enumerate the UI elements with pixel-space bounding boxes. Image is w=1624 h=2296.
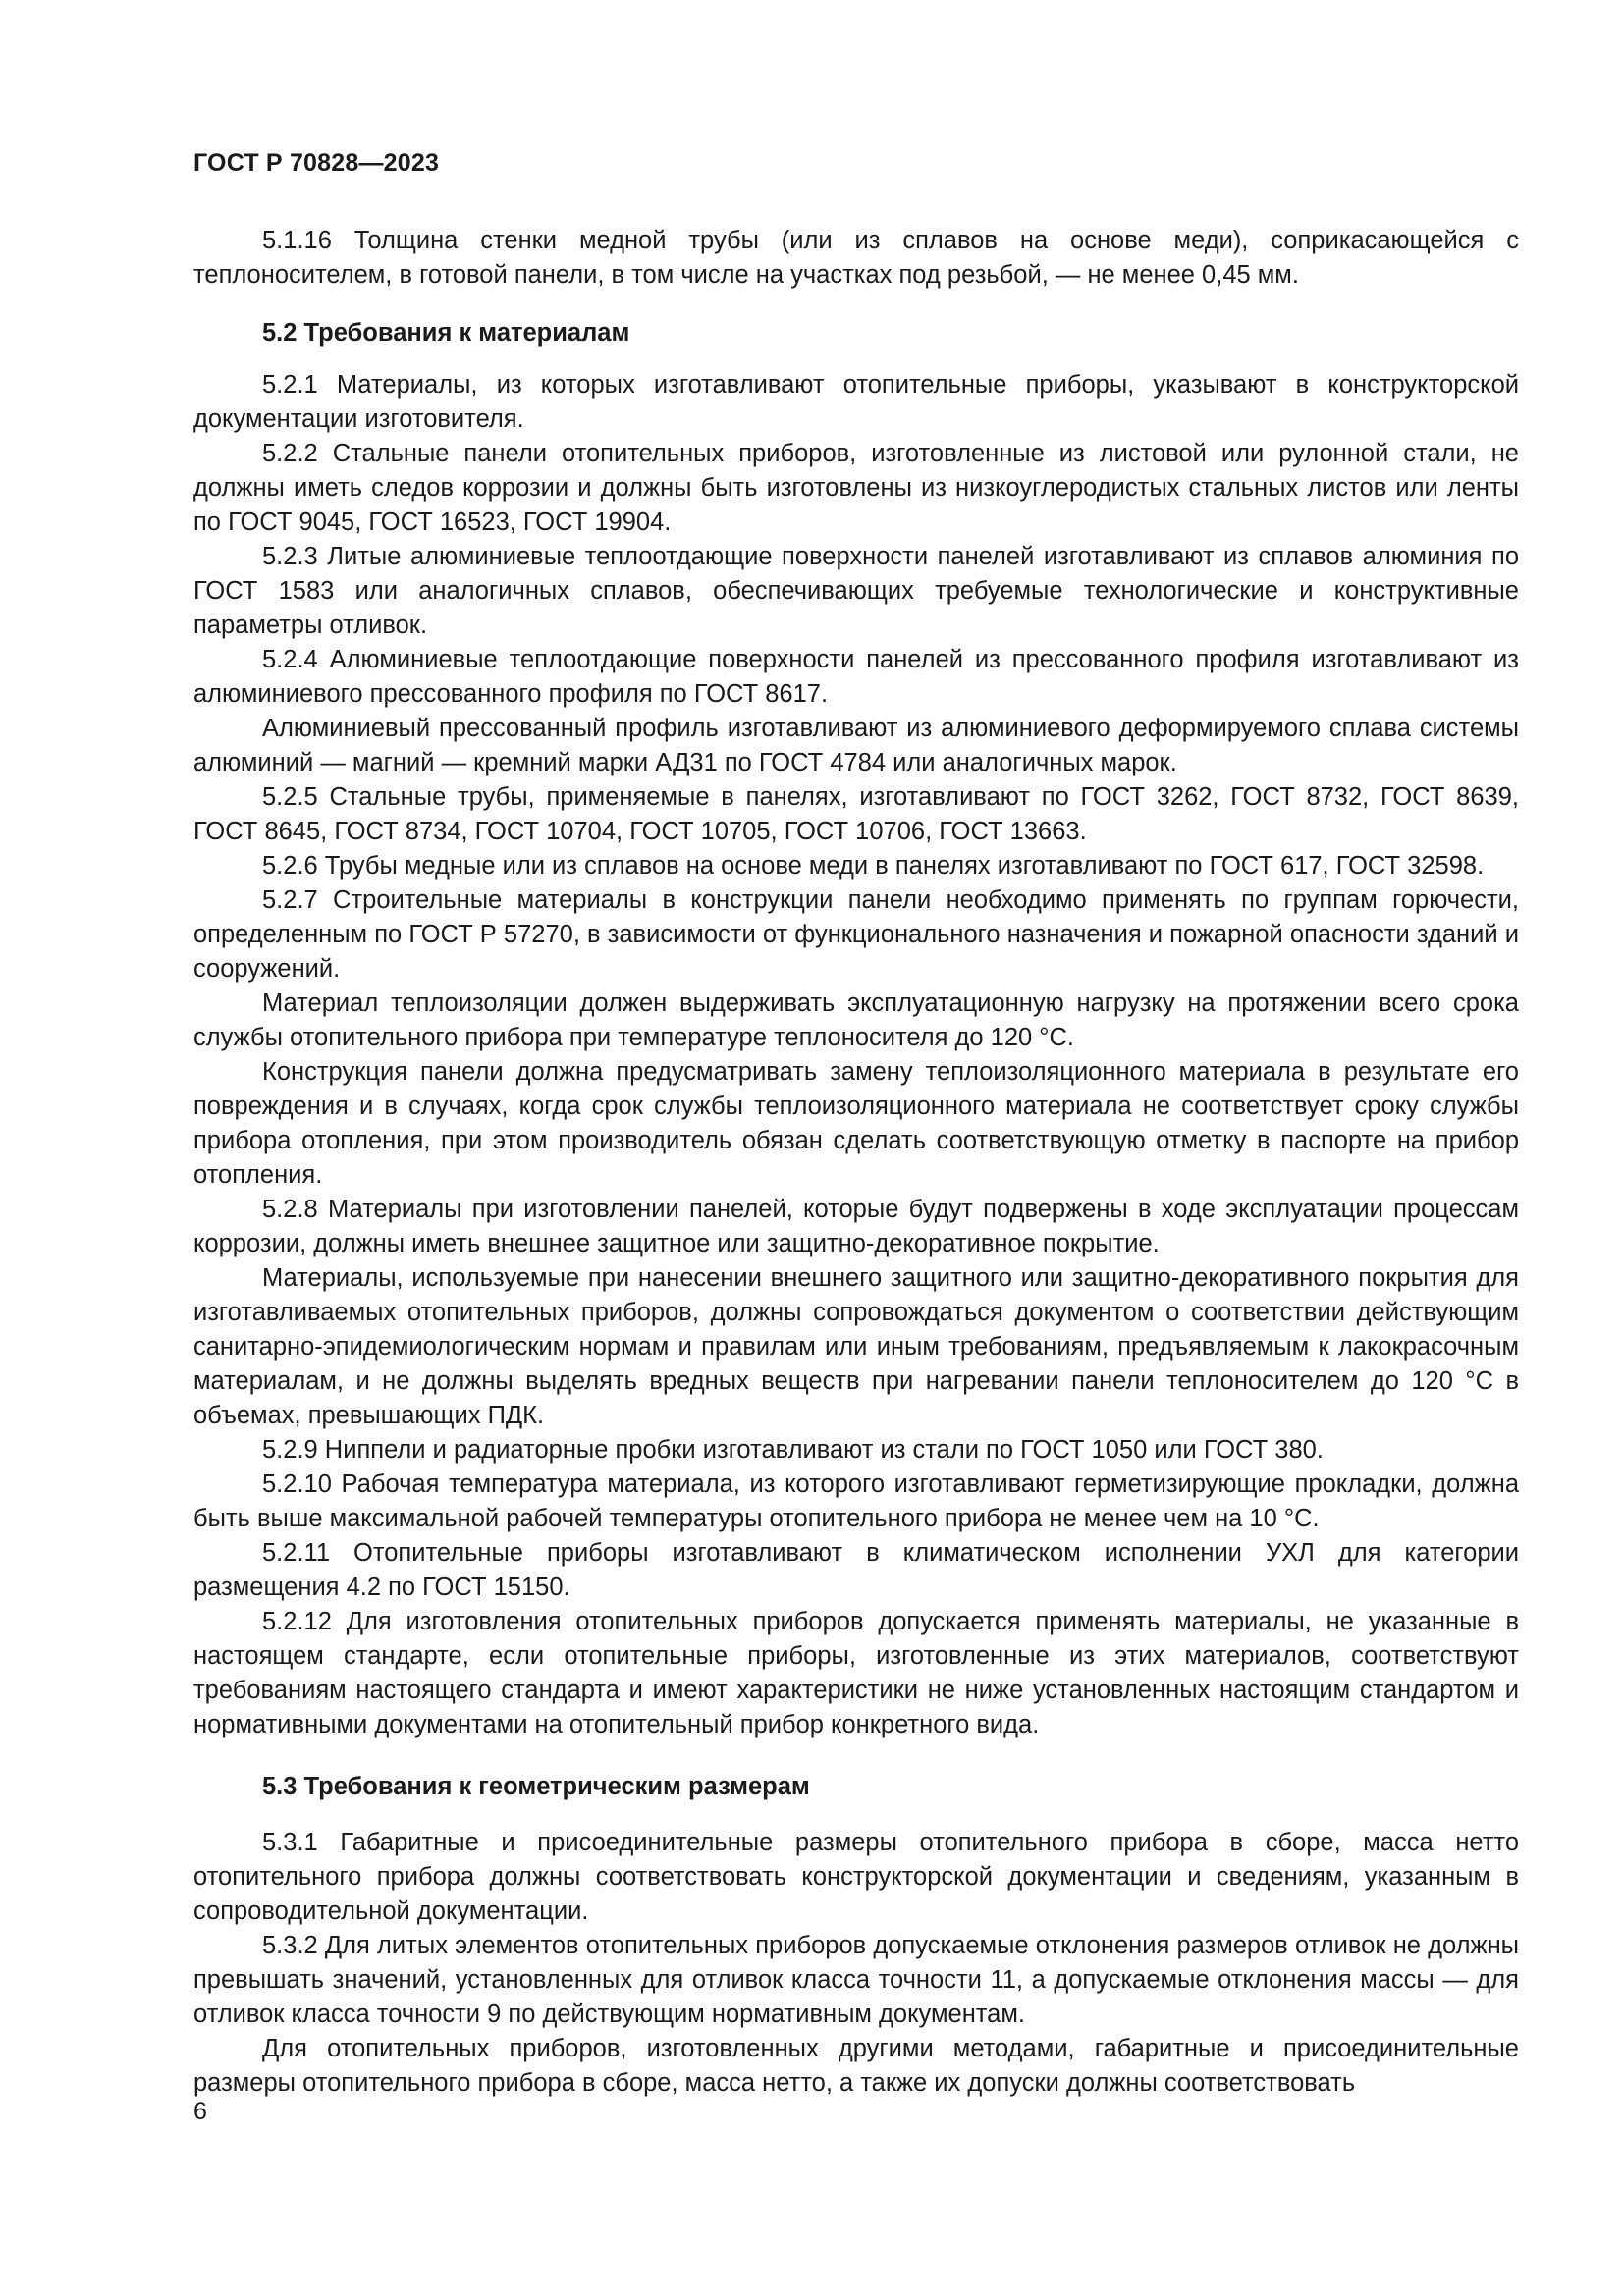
paragraph-5-2-6: 5.2.6 Трубы медные или из сплавов на основе меди в панелях изготавливают по ГОСТ 617, ГОСТ 32598. — [262, 852, 1485, 880]
paragraph-5-2-3: 5.2.3 Литые алюминиевые теплоотдающие поверхности панелей изготавливают из сплавов алюминия по ГОСТ 1583 или аналогичных сплавов, обеспечивающих требуемые технологические и конструктивные параметры отливок. — [193, 543, 1519, 639]
paragraph-5-2-4: 5.2.4 Алюминиевые теплоотдающие поверхности панелей из прессованного профиля изготавливают из алюминиевого прессованного профиля по ГОСТ 8617. — [193, 646, 1519, 708]
paragraph-5-1-16: 5.1.16 Толщина стенки медной трубы (или из сплавов на основе меди), соприкасающейся с теплоносителем, в готовой панели, в том числе на участках под резьбой, — не менее 0,45 мм. — [193, 227, 1519, 289]
paragraph-5-2-11: 5.2.11 Отопительные приборы изготавливают в климатическом исполнении УХЛ для категории размещения 4.2 по ГОСТ 15150. — [193, 1539, 1519, 1601]
section-heading-5-3: 5.3 Требования к геометрическим размерам — [262, 1773, 810, 1800]
paragraph-5-2-7-replacement: Конструкция панели должна предусматривать замену теплоизоляционного материала в результате его повреждения и в случаях, когда срок службы теплоизоляционного материала не соответствует сроку службы прибора отопления, при этом производитель обязан сделать соответствующую отметку в паспорте на прибор отопления. — [193, 1058, 1519, 1189]
paragraph-5-2-2: 5.2.2 Стальные панели отопительных приборов, изготовленные из листовой или рулонной стали, не должны иметь следов коррозии и должны быть изготовлены из низкоуглеродистых стальных листов или ленты по ГОСТ 9045, ГОСТ 16523, ГОСТ 19904. — [193, 440, 1519, 536]
paragraph-5-2-10: 5.2.10 Рабочая температура материала, из которого изготавливают герметизирующие прокладки, должна быть выше максимальной рабочей температуры отопительного прибора не менее чем на 10 °С. — [193, 1470, 1519, 1532]
paragraph-5-2-9: 5.2.9 Ниппели и радиаторные пробки изготавливают из стали по ГОСТ 1050 или ГОСТ 380. — [262, 1436, 1324, 1464]
section-heading-5-2: 5.2 Требования к материалам — [262, 319, 630, 347]
paragraph-5-2-4-continued: Алюминиевый прессованный профиль изготавливают из алюминиевого деформируемого сплава системы алюминий — магний — кремний марки АД31 по ГОСТ 4784 или аналогичных марок. — [193, 715, 1519, 776]
document-header-code: ГОСТ Р 70828—2023 — [193, 149, 440, 177]
paragraph-5-2-12: 5.2.12 Для изготовления отопительных приборов допускается применять материалы, не указанные в настоящем стандарте, если отопительные приборы, изготовленные из этих материалов, соответствуют требованиям настоящего стандарта и имеют характеристики не ниже установленных настоящим стандартом и нормативными документами на отопительный прибор конкретного вида. — [193, 1608, 1519, 1738]
page-number: 6 — [193, 2098, 207, 2125]
paragraph-5-2-7-insulation: Материал теплоизоляции должен выдерживать эксплуатационную нагрузку на протяжении всего срока службы отопительного прибора при температуре теплоносителя до 120 °С. — [193, 989, 1519, 1051]
paragraph-5-3-2-continued: Для отопительных приборов, изготовленных другими методами, габаритные и присоединительные размеры отопительного прибора в сборе, масса нетто, а также их допуски должны соответствовать — [193, 2035, 1519, 2097]
paragraph-5-3-2: 5.3.2 Для литых элементов отопительных приборов допускаемые отклонения размеров отливок не должны превышать значений, установленных для отливок класса точности 11, а допускаемые отклонения массы — для отливок класса точности 9 по действующим нормативным документам. — [193, 1932, 1519, 2028]
document-body — [193, 224, 1519, 2101]
paragraph-5-2-5: 5.2.5 Стальные трубы, применяемые в панелях, изготавливают по ГОСТ 3262, ГОСТ 8732, ГОСТ 8639, ГОСТ 8645, ГОСТ 8734, ГОСТ 10704, ГОСТ 10705, ГОСТ 10706, ГОСТ 13663. — [193, 783, 1519, 845]
paragraph-5-2-7: 5.2.7 Строительные материалы в конструкции панели необходимо применять по группам горючести, определенным по ГОСТ Р 57270, в зависимости от функционального назначения и пожарной опасности зданий и сооружений. — [193, 886, 1519, 983]
paragraph-5-2-8: 5.2.8 Материалы при изготовлении панелей, которые будут подвержены в ходе эксплуатации процессам коррозии, должны иметь внешнее защитное или защитно-декоративное покрытие. — [193, 1196, 1519, 1257]
paragraph-5-2-1: 5.2.1 Материалы, из которых изготавливают отопительные приборы, указывают в конструкторской документации изготовителя. — [193, 371, 1519, 433]
paragraph-5-3-1: 5.3.1 Габаритные и присоединительные размеры отопительного прибора в сборе, масса нетто отопительного прибора должны соответствовать конструкторской документации и сведениям, указанным в сопроводительной документации. — [193, 1829, 1519, 1925]
paragraph-5-2-8-coating: Материалы, используемые при нанесении внешнего защитного или защитно-декоративного покрытия для изготавливаемых отопительных приборов, должны сопровождаться документом о соответствии действующим санитарно-эпидемиологическим нормам и правилам или иным требованиям, предъявляемым к лакокрасочным материалам, и не должны выделять вредных веществ при нагревании панели теплоносителем до 120 °С в объемах, превышающих ПДК. — [193, 1264, 1519, 1429]
